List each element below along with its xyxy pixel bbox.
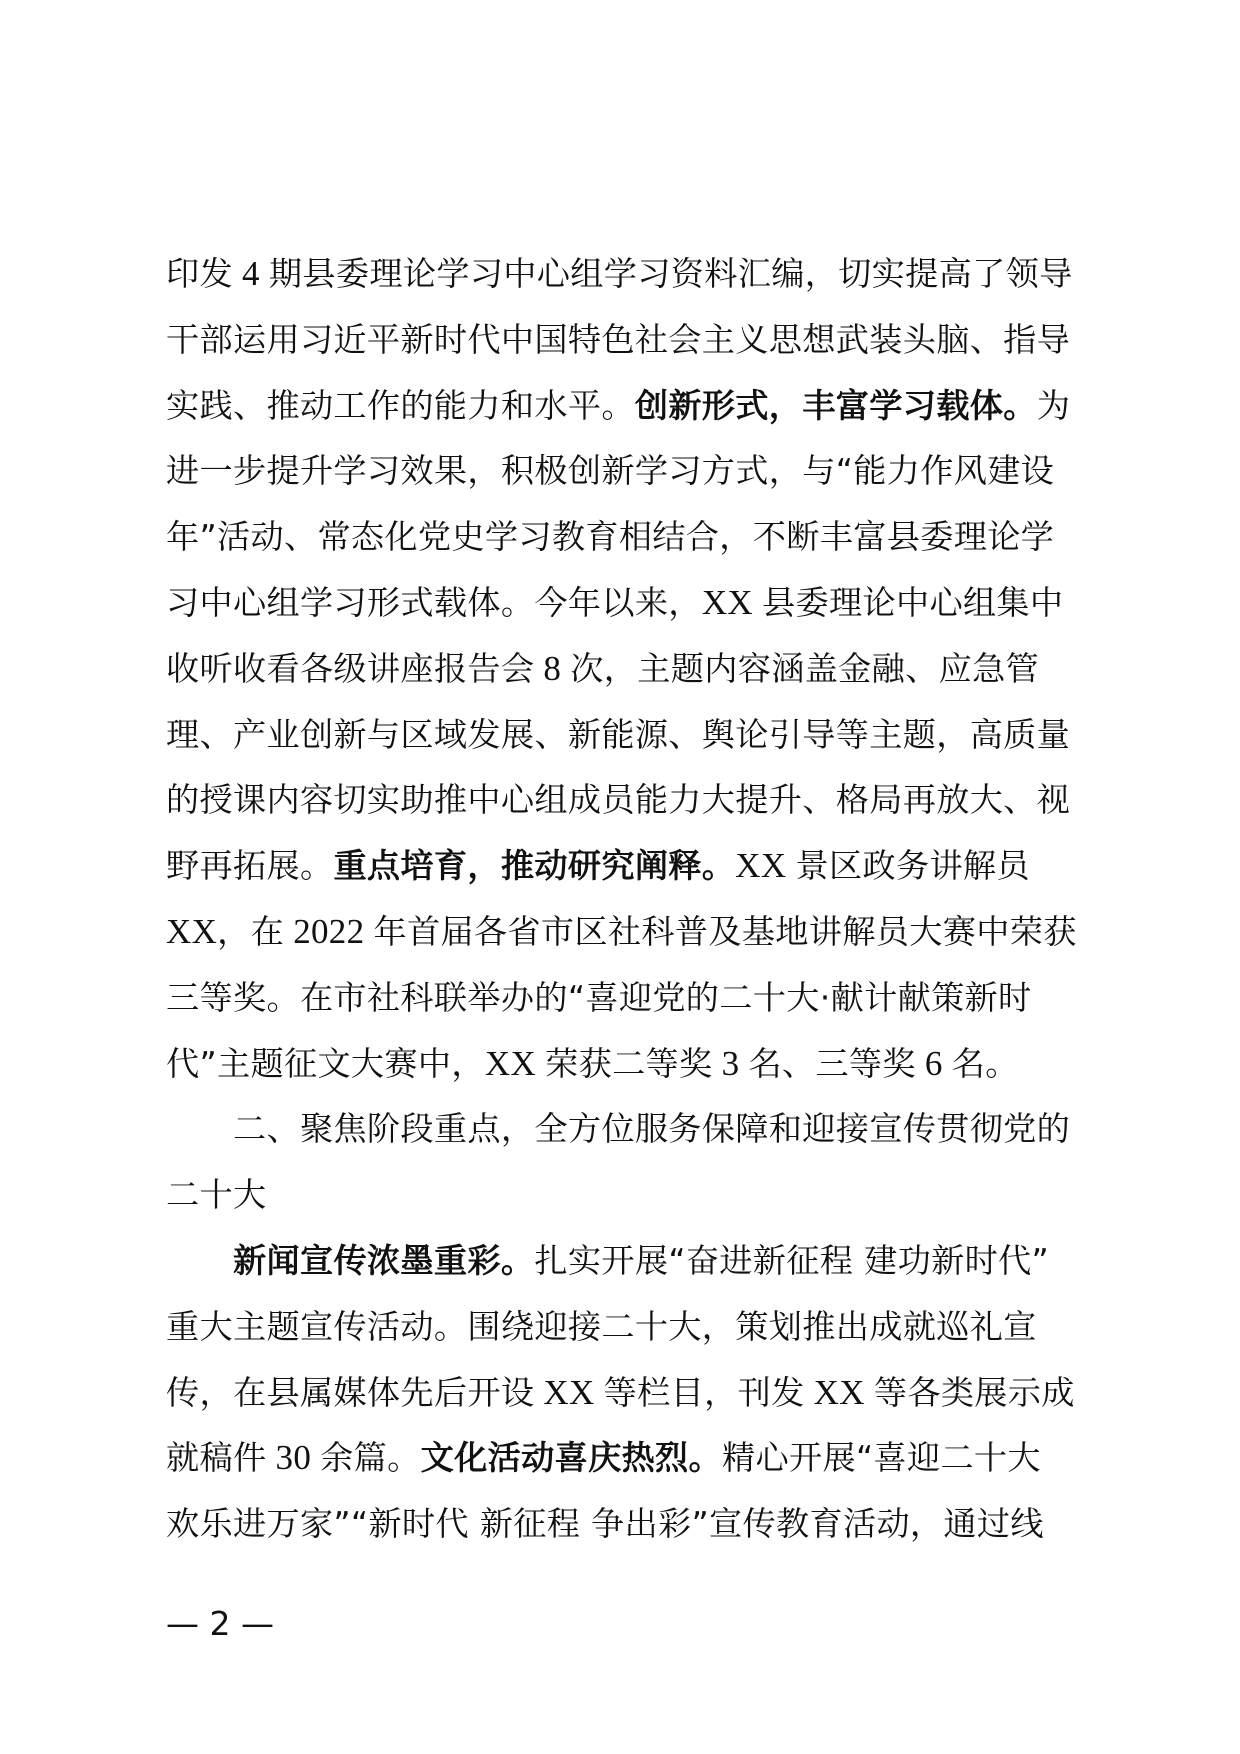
text-line <box>166 965 1086 1031</box>
text-segment: 欢乐进万家”“新时代 新征程 争出彩”宣传教育活动，通过线 <box>166 1504 1044 1544</box>
text-segment: 次，主题内容涵盖金融、应急管 <box>570 648 1040 688</box>
text-segment: 2022 <box>284 911 374 951</box>
text-segment: 的授课内容切实助推中心组成员能力大提升、格局再放大、视 <box>166 780 1071 820</box>
text-line <box>166 1096 1086 1162</box>
text-line <box>166 899 1086 965</box>
text-segment: 为 <box>1036 385 1071 425</box>
text-line <box>166 1162 1086 1228</box>
text-segment: XX <box>166 911 218 951</box>
text-segment: XX <box>735 846 796 886</box>
text-segment: 野再拓展。 <box>166 846 334 886</box>
text-segment: 二、聚焦阶段重点，全方位服务保障和迎接宣传贯彻党的 <box>166 1109 1071 1149</box>
text-line <box>166 570 1086 636</box>
text-segment: XX <box>701 582 763 622</box>
text-line <box>166 636 1086 702</box>
text-segment: 精心开展“喜迎二十大 <box>722 1438 1041 1478</box>
text-segment: 干部运用习近平新时代中国特色社会主义思想武装头脑、指导 <box>166 319 1071 359</box>
text-line <box>166 1228 1086 1294</box>
text-segment: 习中心组学习形式载体。今年以来， <box>166 582 702 622</box>
text-segment: 实践、推动工作的能力和水平。 <box>166 385 635 425</box>
text-segment: 理、产业创新与区域发展、新能源、舆论引导等主题，高质量 <box>166 714 1071 754</box>
text-segment: XX <box>804 1372 874 1412</box>
text-line <box>166 1491 1086 1557</box>
text-segment: 名、三等奖 <box>748 1043 916 1083</box>
bold-heading-text: 新闻宣传浓墨重彩。 <box>232 1240 535 1280</box>
text-segment: 二十大 <box>166 1175 267 1215</box>
text-segment: 三等奖。在市社科联举办的“喜迎党的二十大·献计献策新时 <box>166 977 1032 1017</box>
text-segment: 荣获二等奖 <box>545 1043 713 1083</box>
text-segment: 年首届各省市区社科普及基地讲解员大赛中荣获 <box>373 911 1077 951</box>
text-segment: 3 <box>712 1043 749 1083</box>
bold-heading-text: 文化活动喜庆热烈。 <box>420 1438 723 1478</box>
text-segment: 传，在县属媒体先后开设 <box>166 1372 535 1412</box>
text-line <box>166 833 1086 899</box>
text-segment <box>166 1241 233 1280</box>
text-line <box>166 307 1086 373</box>
text-segment: 年”活动、常态化党史学习教育相结合，不断丰富县委理论学 <box>166 517 1055 557</box>
text-segment: 代”主题征文大赛中， <box>166 1043 485 1083</box>
text-line <box>166 373 1086 439</box>
bold-heading-text: 创新形式，丰富学习载体。 <box>634 385 1037 425</box>
text-line <box>166 438 1086 504</box>
text-line <box>166 1031 1086 1097</box>
text-segment: 名。 <box>951 1043 1019 1083</box>
text-segment: 收听收看各级讲座报告会 <box>166 648 535 688</box>
text-segment: 进一步提升学习效果，积极创新学习方式，与“能力作风建设 <box>166 451 1055 491</box>
text-segment: XX <box>484 1043 546 1083</box>
text-segment: 印发 <box>166 254 233 293</box>
text-segment: 30 <box>266 1438 321 1478</box>
text-segment: XX <box>534 1372 604 1412</box>
text-line <box>166 504 1086 570</box>
text-segment: 8 <box>534 648 571 688</box>
text-line <box>166 767 1086 833</box>
text-segment: 期县委理论学习中心组学习资料汇编，切实提高了领导 <box>268 254 1073 293</box>
text-segment: 就稿件 <box>166 1438 267 1478</box>
page-number: — 2 — <box>166 1604 274 1643</box>
text-segment: 重大主题宣传活动。围绕迎接二十大，策划推出成就巡礼宣 <box>166 1306 1037 1346</box>
text-segment: 6 <box>915 1043 952 1083</box>
text-segment: 县委理论中心组集中 <box>762 582 1064 622</box>
text-segment: 余篇。 <box>320 1438 421 1478</box>
text-segment: 等各类展示成 <box>873 1372 1075 1412</box>
text-line <box>166 1294 1086 1360</box>
text-line <box>166 241 1086 307</box>
text-line <box>166 1360 1086 1426</box>
text-line <box>166 702 1086 768</box>
bold-heading-text: 重点培育，推动研究阐释。 <box>333 846 736 886</box>
body-text <box>166 241 1086 1557</box>
text-line <box>166 1425 1086 1491</box>
text-segment: ，在 <box>217 911 285 951</box>
text-segment: 景区政务讲解员 <box>795 846 1030 886</box>
text-segment: 4 <box>232 254 269 293</box>
text-segment: 等栏目，刊发 <box>603 1372 805 1412</box>
text-segment: 扎实开展“奋进新征程 建功新时代” <box>534 1240 1050 1280</box>
